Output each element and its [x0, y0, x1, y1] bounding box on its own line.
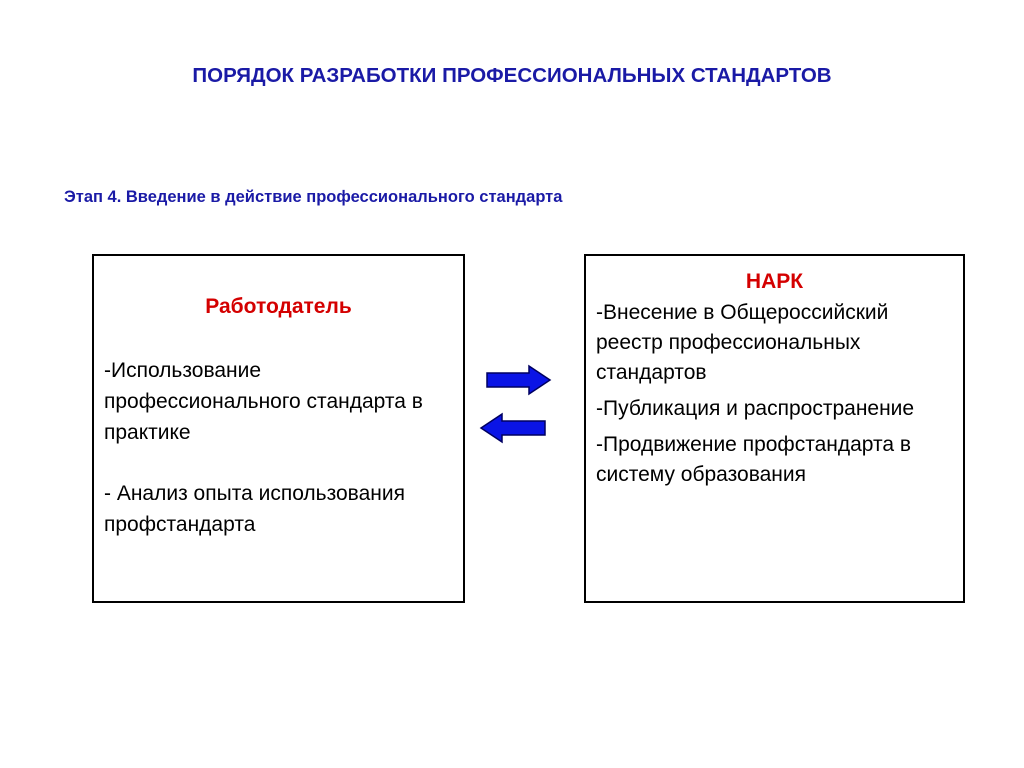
nark-item-promotion: -Продвижение профстандарта в систему образования: [596, 433, 912, 486]
stage-subtitle: Этап 4. Введение в действие профессионального стандарта: [64, 188, 563, 206]
nark-heading: НАРК: [745, 270, 804, 293]
employer-heading: Работодатель: [205, 295, 352, 318]
employer-item-analysis: - Анализ опыта использования профстандарта: [104, 482, 405, 536]
slide-title: ПОРЯДОК РАЗРАБОТКИ ПРОФЕССИОНАЛЬНЫХ СТАНДАРТОВ: [192, 64, 832, 87]
arrow-left-icon: [478, 412, 548, 444]
nark-item-registry: -Внесение в Общероссийский реестр профессиональных стандартов: [596, 301, 889, 384]
employer-box: [92, 254, 465, 603]
nark-item-publication: -Публикация и распространение: [596, 397, 915, 420]
nark-box: [584, 254, 965, 603]
arrow-right-icon: [485, 364, 553, 396]
employer-item-usage: -Использование профессионального стандарта в практике: [104, 359, 423, 444]
